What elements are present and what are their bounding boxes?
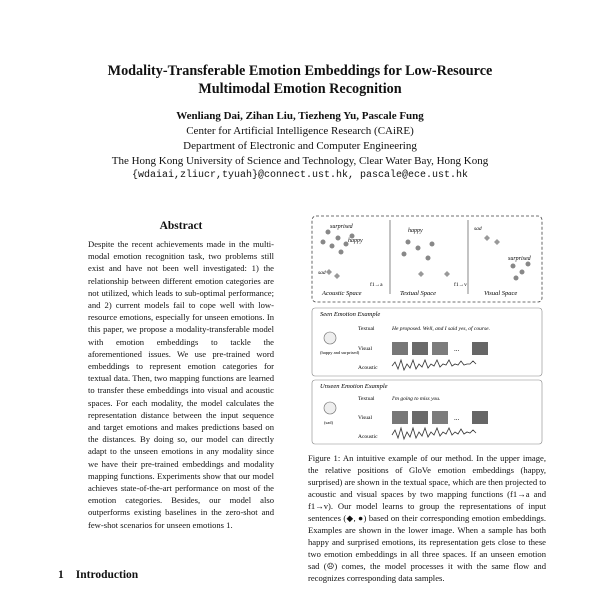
section-title: Introduction bbox=[75, 569, 139, 581]
unseen-row-acoustic: Acoustic bbox=[358, 434, 378, 440]
seen-ellipsis: ... bbox=[454, 345, 460, 353]
figure-1 bbox=[308, 214, 546, 446]
visual-surprised-label: surprised bbox=[508, 256, 531, 262]
seen-row-visual: Visual bbox=[358, 346, 373, 352]
affiliation-1: Center for Artificial Intelligence Research (CAiRE) bbox=[186, 125, 414, 137]
unseen-side-label: (sad) bbox=[324, 420, 333, 425]
seen-text-sample: He proposed. Well, and I said yes, of course. bbox=[392, 326, 490, 332]
unseen-frame-2 bbox=[412, 411, 428, 424]
mapping-left-label: f1→a bbox=[370, 282, 383, 288]
unseen-row-visual: Visual bbox=[358, 415, 373, 421]
authors: Wenliang Dai, Zihan Liu, Tiezheng Yu, Pascale Fung bbox=[176, 110, 424, 122]
figure-caption: Figure 1: An intuitive example of our method. In the upper image, the relative positions of GloVe emotion embeddings (happy, surprised) are shown in the textual space, which are then projected to acoustic and visual spaces by two mapping functions (f1→a and f1→v). Our model learns to group the representations of input sentences (◆, ●) based on their corresponding emotion embeddings. Examples are shown in the lower image. When a sample has both happy and surprised emotions, its representation gets close to these two emotion embeddings in all three spaces. If an unseen emotion sad (☹) comes, the model processes it with the same flow and recognizes corresponding data samples. bbox=[308, 453, 546, 583]
unseen-frame-1 bbox=[392, 411, 408, 424]
unseen-example-title: Unseen Emotion Example bbox=[320, 383, 388, 390]
author-emails[interactable]: {wdaiai,zliucr,tyuah}@connect.ust.hk, pascale@ece.ust.hk bbox=[131, 170, 469, 181]
seen-frame-2 bbox=[412, 342, 428, 355]
title-line-2: Multimodal Emotion Recognition bbox=[198, 81, 402, 97]
seen-row-acoustic: Acoustic bbox=[358, 365, 378, 371]
unseen-waveform bbox=[392, 428, 476, 439]
unseen-face-icon bbox=[324, 402, 336, 414]
unseen-ellipsis: ... bbox=[454, 414, 460, 422]
title-line-1: Modality-Transferable Emotion Embeddings for Low-Resource bbox=[107, 63, 493, 79]
textual-happy-label: happy bbox=[408, 228, 423, 234]
seen-frame-4 bbox=[472, 342, 488, 355]
abstract-heading: Abstract bbox=[159, 220, 203, 232]
section-number: 1 bbox=[58, 569, 64, 581]
unseen-frame-3 bbox=[432, 411, 448, 424]
mapping-right-label: f1→v bbox=[454, 282, 467, 288]
seen-face-icon bbox=[324, 332, 336, 344]
abstract-text: Despite the recent achievements made in the multi-modal emotion recognition task, two problems still exist and have not been well investigated: 1) the relationship between different emotion categories are not utilized, which leads to sub-optimal performance; and 2) current models fail to cope well with low-resource emotions, especially for unseen emotions. In this paper, we propose a modality-transferable model with emotion embeddings to tackle the aforementioned issues. We use pre-trained word embeddings to represent emotion categories for textual data. Then, two mapping functions are learned to transfer these embeddings into visual and acoustic spaces. For each modality, the model calculates the representation distance between the input sequence and target emotions and makes predictions based on the distances. By doing so, our model can directly adapt to the unseen emotions in any modality since we have their pre-trained embeddings and modality mapping functions. Experiments show that our model achieves state-of-the-art performance on most of the emotion categories. Besides, our model also outperforms existing baselines in the zero-shot and few-shot scenarios for unseen emotions 1. bbox=[88, 239, 274, 530]
acoustic-space-label: Acoustic Space bbox=[322, 290, 362, 297]
affiliation-2: Department of Electronic and Computer Engineering bbox=[183, 140, 417, 152]
acoustic-surprised-label: surprised bbox=[330, 224, 353, 230]
unseen-text-sample: I'm going to miss you. bbox=[392, 396, 441, 402]
unseen-frame-4 bbox=[472, 411, 488, 424]
seen-frame-1 bbox=[392, 342, 408, 355]
seen-frame-3 bbox=[432, 342, 448, 355]
paper-title bbox=[0, 62, 600, 98]
textual-space-label: Textual Space bbox=[400, 290, 437, 297]
textual-space-points bbox=[402, 240, 451, 278]
seen-example-title: Seen Emotion Example bbox=[320, 311, 381, 318]
visual-space-label: Visual Space bbox=[484, 290, 518, 297]
seen-row-textual: Textual bbox=[358, 326, 375, 332]
seen-side-label: (happy and surprised) bbox=[320, 350, 360, 355]
affiliation-3: The Hong Kong University of Science and Technology, Clear Water Bay, Hong Kong bbox=[111, 155, 489, 167]
acoustic-sad-label: sad bbox=[318, 270, 326, 276]
visual-sad-label: sad bbox=[474, 226, 482, 232]
seen-waveform bbox=[392, 360, 476, 370]
unseen-row-textual: Textual bbox=[358, 396, 375, 402]
acoustic-happy-label: happy bbox=[348, 238, 363, 244]
section-heading-introduction bbox=[58, 569, 138, 581]
